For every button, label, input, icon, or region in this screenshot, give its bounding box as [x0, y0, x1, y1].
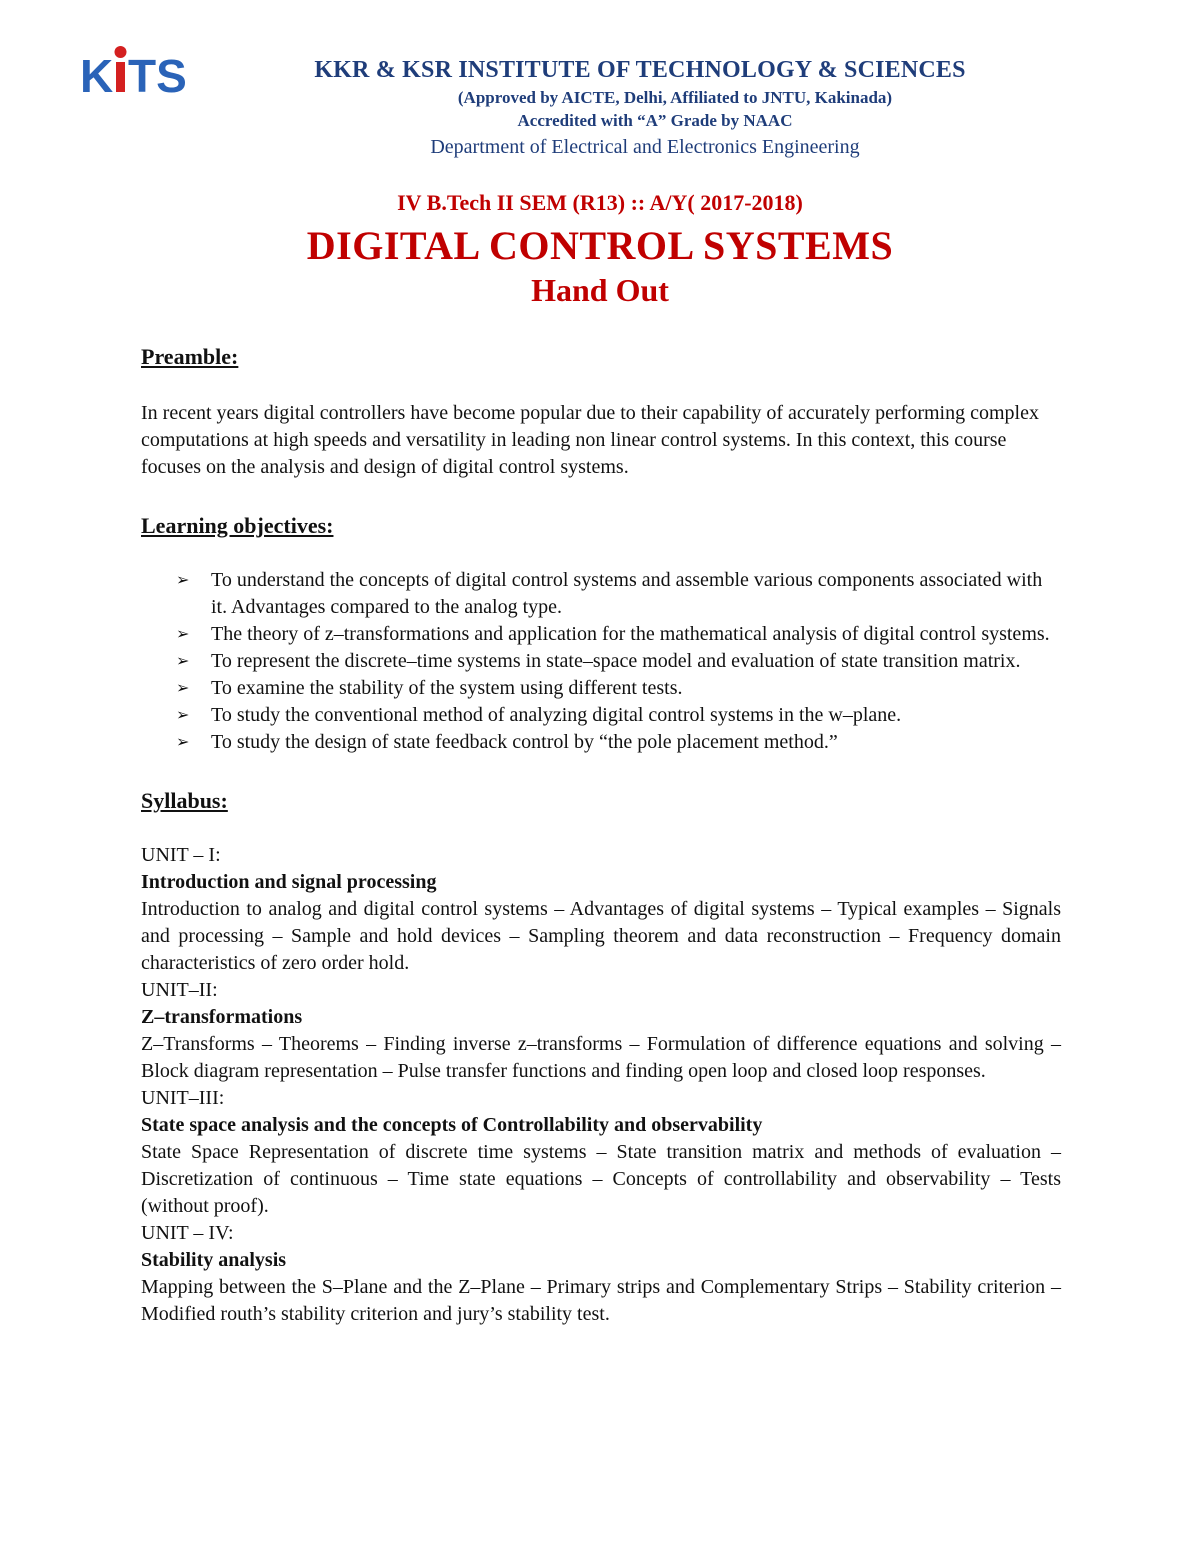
unit-title: Stability analysis	[141, 1249, 287, 1271]
list-item	[176, 729, 1061, 756]
unit-title: Z–transformations	[141, 1006, 303, 1028]
unit-description: Mapping between the S–Plane and the Z–Plane – Primary strips and Complementary Strips – Stability criterion – Modified routh’s stability criterion and jury’s stability test.	[141, 1276, 1061, 1325]
handout-content	[141, 342, 1061, 1328]
svg-text:K: K	[80, 50, 114, 100]
approval-line: (Approved by AICTE, Delhi, Affiliated to JNTU, Kakinada)	[457, 88, 893, 107]
unit-block	[141, 1220, 1061, 1328]
unit-description: Introduction to analog and digital control systems – Advantages of digital systems – Typical examples – Signals and processing – Sample and hold devices – Sampling theorem and data reconstruction – Frequency domain characteristics of zero order hold.	[141, 898, 1061, 974]
arrow-bullet-icon: ➢	[176, 734, 190, 751]
list-item	[176, 675, 1061, 702]
unit-title: State space analysis and the concepts of Controllability and observability	[141, 1114, 763, 1136]
unit-description: State Space Representation of discrete time systems – State transition matrix and methods of evaluation – Discretization of continuous – Time state equations – Concepts of controllability and observability – Tests (without proof).	[141, 1141, 1061, 1217]
unit-block	[141, 842, 1061, 977]
unit-description: Z–Transforms – Theorems – Finding inverse z–transforms – Formulation of difference equations and solving – Block diagram representation – Pulse transfer functions and finding open loop and closed loop responses.	[141, 1033, 1061, 1082]
unit-block	[141, 977, 1061, 1085]
unit-title: Introduction and signal processing	[141, 871, 437, 893]
preamble-heading: Preamble:	[141, 344, 239, 369]
list-item	[176, 567, 1061, 621]
arrow-bullet-icon: ➢	[176, 572, 190, 589]
kits-logo-graphic	[78, 40, 198, 100]
list-item	[176, 621, 1061, 648]
department-name: Department of Electrical and Electronics Engineering	[430, 136, 860, 158]
course-subtitle: Hand Out	[531, 272, 669, 308]
arrow-bullet-icon: ➢	[176, 626, 190, 643]
institute-name: KKR & KSR INSTITUTE OF TECHNOLOGY & SCIENCES	[314, 57, 966, 83]
syllabus-units	[141, 842, 1061, 1328]
unit-label: UNIT – IV:	[141, 1222, 234, 1244]
objective-text: To represent the discrete–time systems in state–space model and evaluation of state transition matrix.	[211, 650, 1021, 672]
objectives-list	[141, 567, 1061, 756]
objective-text: To understand the concepts of digital control systems and assemble various components associated with it. Advantages compared to the analog type.	[211, 569, 1043, 618]
objectives-heading: Learning objectives:	[141, 513, 334, 538]
accreditation-line: Accredited with “A” Grade by NAAC	[517, 111, 793, 130]
unit-label: UNIT–II:	[141, 979, 218, 1001]
unit-block	[141, 1085, 1061, 1220]
kits-logo	[78, 40, 198, 100]
svg-text:TS: TS	[128, 50, 187, 100]
arrow-bullet-icon: ➢	[176, 680, 190, 697]
arrow-bullet-icon: ➢	[176, 653, 190, 670]
course-title: DIGITAL CONTROL SYSTEMS	[306, 223, 894, 268]
arrow-bullet-icon: ➢	[176, 707, 190, 724]
institute-header	[250, 54, 1030, 162]
unit-label: UNIT – I:	[141, 844, 221, 866]
objective-text: To study the conventional method of analyzing digital control systems in the w–plane.	[211, 704, 902, 726]
list-item	[176, 702, 1061, 729]
list-item	[176, 648, 1061, 675]
semester-line: IV B.Tech II SEM (R13) :: A/Y( 2017-2018)	[397, 190, 803, 215]
objective-text: To examine the stability of the system using different tests.	[211, 677, 683, 699]
preamble-text: In recent years digital controllers have become popular due to their capability of accurately performing complex computations at high speeds and versatility in leading non linear control systems. In this context, this course focuses on the analysis and design of digital control systems.	[141, 402, 1039, 478]
unit-label: UNIT–III:	[141, 1087, 225, 1109]
syllabus-heading: Syllabus:	[141, 788, 228, 813]
objective-text: To study the design of state feedback control by “the pole placement method.”	[211, 731, 838, 753]
objective-text: The theory of z–transformations and application for the mathematical analysis of digital control systems.	[211, 623, 1050, 645]
